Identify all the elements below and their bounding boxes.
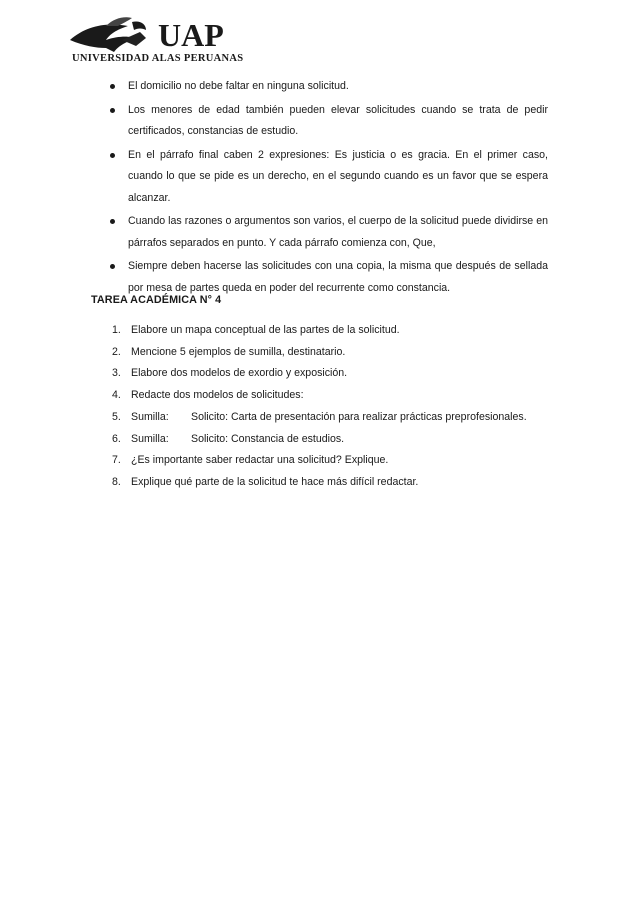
bullet-item (108, 256, 548, 299)
task-number: 4. (112, 389, 121, 402)
task-item (112, 407, 552, 429)
logo-name: UNIVERSIDAD ALAS PERUANAS (72, 53, 244, 64)
bullet-dot-icon (110, 153, 115, 158)
task-number: 5. (112, 410, 121, 423)
task-text: Mencione 5 ejemplos de sumilla, destinatario. (131, 345, 346, 358)
task-text: Redacte dos modelos de solicitudes: (131, 389, 304, 402)
bullet-text: Siempre deben hacerse las solicitudes con una copia, la misma que después de sellada por mesa de partes queda en poder del recurrente como constancia. (128, 260, 548, 294)
bullet-text: Cuando las razones o argumentos son varios, el cuerpo de la solicitud puede dividirse en párrafos separados en punto. Y cada párrafo comienza con, Que, (128, 215, 548, 249)
university-logo (66, 12, 286, 64)
bullet-dot-icon (110, 264, 115, 269)
bullet-item (108, 100, 548, 143)
bullet-dot-icon (110, 108, 115, 113)
bullet-text: El domicilio no debe faltar en ninguna solicitud. (128, 80, 349, 92)
task-text: ¿Es importante saber redactar una solicitud? Explique. (131, 454, 389, 467)
task-number: 8. (112, 475, 121, 488)
task-text: Elabore un mapa conceptual de las partes de la solicitud. (131, 324, 400, 336)
task-number: 7. (112, 454, 121, 467)
logo-initials: UAP (158, 17, 224, 53)
task-number: 1. (112, 324, 121, 336)
task-label: Sumilla: (131, 432, 169, 445)
task-text: Solicito: Constancia de estudios. (191, 432, 345, 445)
bullet-item (108, 76, 548, 98)
task-text: Elabore dos modelos de exordio y exposición. (131, 367, 348, 380)
task-item (112, 342, 552, 364)
eagle-logo-icon (66, 12, 286, 64)
task-text: Solicito: Carta de presentación para realizar prácticas preprofesionales. (191, 410, 527, 423)
task-label: Sumilla: (131, 410, 169, 423)
task-item (112, 320, 552, 342)
task-title: TAREA ACADÉMICA N° 4 (91, 294, 222, 306)
task-item (112, 363, 552, 385)
task-text: Explique qué parte de la solicitud te hace más difícil redactar. (131, 475, 419, 488)
task-number: 2. (112, 345, 121, 358)
bullet-dot-icon (110, 219, 115, 224)
bullet-list (108, 76, 548, 299)
bullet-item (108, 145, 548, 210)
task-list (112, 320, 552, 494)
bullet-dot-icon (110, 84, 115, 89)
task-item (112, 472, 552, 494)
task-item (112, 450, 552, 472)
task-item (112, 429, 552, 451)
task-number: 3. (112, 367, 121, 380)
bullet-item (108, 211, 548, 254)
task-item (112, 385, 552, 407)
bullet-text: Los menores de edad también pueden elevar solicitudes cuando se trata de pedir certificados, constancias de estudio. (128, 103, 548, 137)
task-number: 6. (112, 432, 121, 445)
bullet-text: En el párrafo final caben 2 expresiones: Es justicia o es gracia. En el primer caso, cuando lo que se pide es un derecho, en el segundo cuando es un favor que se espera alcanzar. (128, 148, 548, 204)
